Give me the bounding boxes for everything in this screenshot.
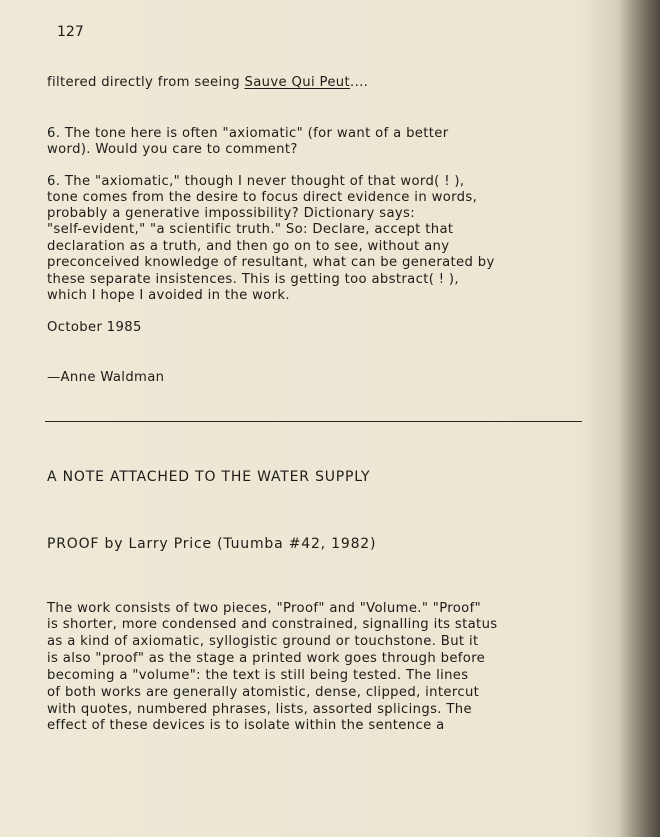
- body-line: of both works are generally atomistic, dense, clipped, intercut: [47, 685, 480, 700]
- body-line: becoming a "volume": the text is still being tested. The lines: [47, 668, 469, 683]
- answer-line: probably a generative impossibility? Dictionary says:: [47, 206, 416, 221]
- answer-line: these separate insistences. This is getting too abstract( ! ),: [47, 272, 459, 287]
- signature: —Anne Waldman: [47, 370, 165, 385]
- opening-line-prefix: filtered directly from seeing: [47, 75, 245, 90]
- answer-line: tone comes from the desire to focus direct evidence in words,: [47, 190, 478, 205]
- body-line: as a kind of axiomatic, syllogistic ground or touchstone. But it: [47, 634, 479, 649]
- opening-line-suffix: ....: [350, 75, 369, 90]
- work-title: Sauve Qui Peut: [244, 75, 351, 90]
- answer-line: "self-evident," "a scientific truth." So: Declare, accept that: [47, 222, 454, 237]
- question-line: word). Would you care to comment?: [47, 142, 298, 157]
- date-line: October 1985: [47, 320, 142, 335]
- body-line: with quotes, numbered phrases, lists, assorted splicings. The: [47, 702, 472, 717]
- answer-line: which I hope I avoided in the work.: [47, 288, 290, 303]
- section-divider: [45, 421, 582, 422]
- answer-line: 6. The "axiomatic," though I never thought of that word( ! ),: [47, 174, 465, 189]
- review-subheading: PROOF by Larry Price (Tuumba #42, 1982): [47, 536, 377, 552]
- section-heading: A NOTE ATTACHED TO THE WATER SUPPLY: [47, 469, 371, 485]
- answer-line: preconceived knowledge of resultant, what can be generated by: [47, 255, 495, 270]
- question-line: 6. The tone here is often "axiomatic" (for want of a better: [47, 126, 449, 141]
- body-line: The work consists of two pieces, "Proof" and "Volume." "Proof": [47, 601, 482, 616]
- body-line: is also "proof" as the stage a printed work goes through before: [47, 651, 486, 666]
- book-spine-shadow: [620, 0, 660, 837]
- body-line: effect of these devices is to isolate within the sentence a: [47, 718, 445, 733]
- page-number: 127: [57, 24, 84, 40]
- answer-line: declaration as a truth, and then go on to see, without any: [47, 239, 450, 254]
- opening-line: [47, 75, 368, 91]
- body-line: is shorter, more condensed and constrained, signalling its status: [47, 617, 498, 632]
